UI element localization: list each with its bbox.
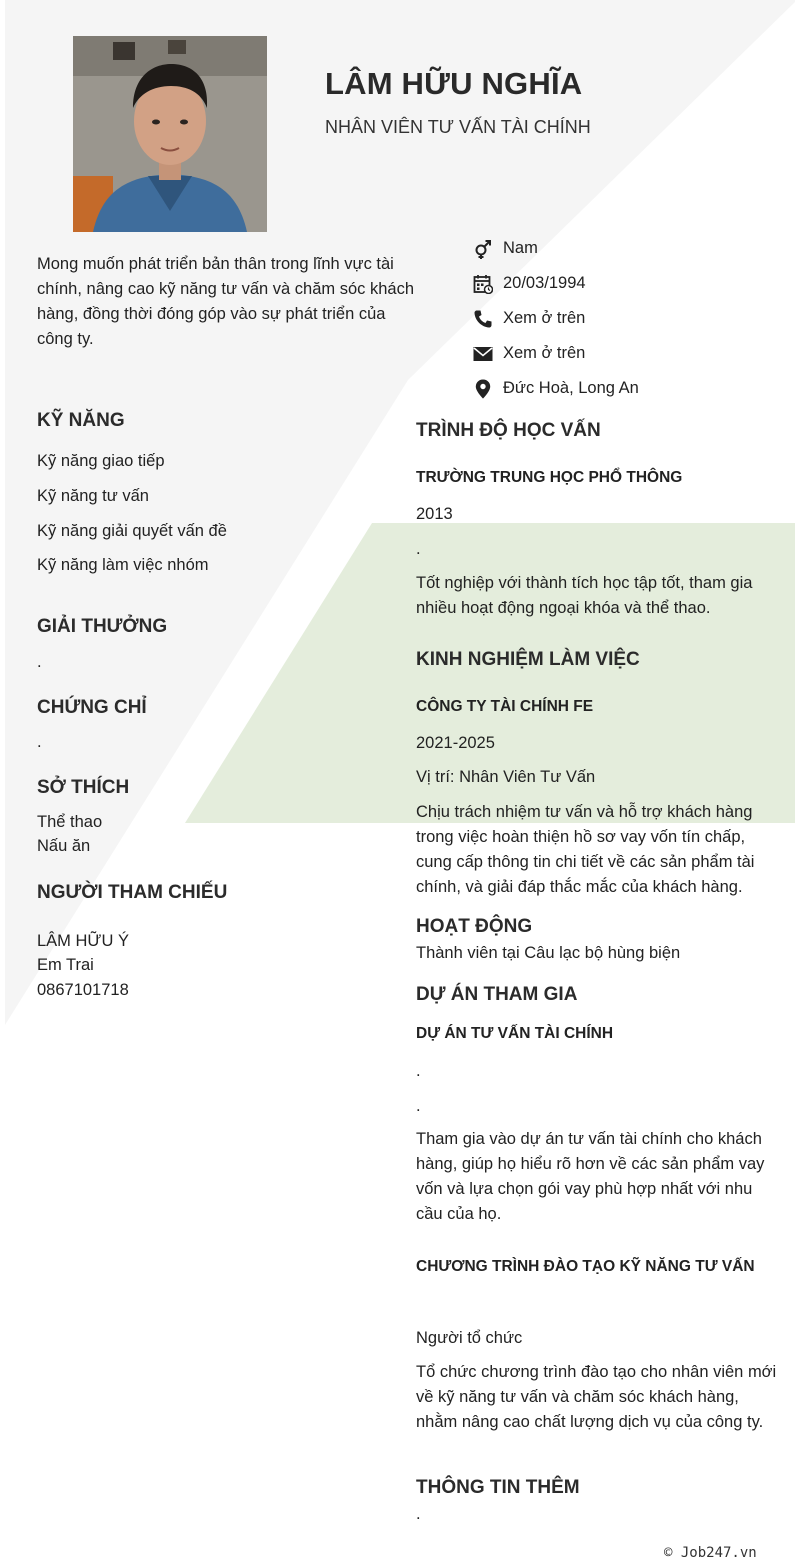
profile-photo [73, 36, 267, 232]
job-title: NHÂN VIÊN TƯ VẤN TÀI CHÍNH [325, 117, 591, 137]
reference-name: LÂM HỮU Ý [37, 932, 130, 950]
calendar-icon [472, 273, 494, 295]
experience-company: CÔNG TY TÀI CHÍNH FE [416, 698, 594, 715]
education-description: Tốt nghiệp với thành tích học tập tốt, tham gia nhiều hoạt động ngoại khóa và thể thao. [416, 574, 753, 617]
skills-heading: KỸ NĂNG [37, 410, 125, 431]
phone-icon [472, 308, 494, 330]
hobby-item: Thể thao [37, 813, 103, 831]
gender-row [472, 231, 639, 266]
footer-copyright: © Job247.vn [664, 1545, 757, 1561]
additional-info-heading: THÔNG TIN THÊM [416, 1477, 580, 1498]
candidate-name: LÂM HỮU NGHĨA [325, 66, 583, 101]
project-line: . [416, 1062, 421, 1080]
education-heading: TRÌNH ĐỘ HỌC VẤN [416, 420, 601, 441]
birthday-row [472, 266, 639, 301]
hobbies-heading: SỞ THÍCH [37, 777, 130, 798]
reference-relation: Em Trai [37, 956, 94, 974]
skill-item: Kỹ năng giao tiếp [37, 452, 165, 470]
experience-heading: KINH NGHIỆM LÀM VIỆC [416, 649, 640, 670]
activities-heading: HOẠT ĐỘNG [416, 916, 533, 937]
project-title: DỰ ÁN TƯ VẤN TÀI CHÍNH [416, 1025, 614, 1042]
skill-item: Kỹ năng tư vấn [37, 487, 149, 505]
phone-value: Xem ở trên [503, 309, 586, 327]
project-line: . [416, 1097, 421, 1115]
skill-item: Kỹ năng giải quyết vấn đề [37, 522, 227, 540]
birthday-value: 20/03/1994 [503, 274, 586, 292]
experience-period: 2021-2025 [416, 734, 495, 752]
skill-item: Kỹ năng làm việc nhóm [37, 556, 209, 574]
experience-description: Chịu trách nhiệm tư vấn và hỗ trợ khách hàng trong việc hoàn thiện hồ sơ vay vốn tín chấp, cung cấp thông tin chi tiết về các sản phẩm tài chính, và giải đáp thắc mắc của khách hàng. [416, 803, 755, 896]
activities-text: Thành viên tại Câu lạc bộ hùng biện [416, 944, 681, 962]
project-role: Người tổ chức [416, 1329, 523, 1347]
career-objective: Mong muốn phát triển bản thân trong lĩnh vực tài chính, nâng cao kỹ năng tư vấn và chăm sóc khách hàng, đồng thời đóng góp vào sự phát triển của công ty. [37, 255, 415, 348]
education-major: . [416, 540, 421, 558]
reference-phone: 0867101718 [37, 981, 129, 999]
additional-info-text: . [416, 1505, 421, 1523]
email-icon [472, 343, 494, 365]
references-heading: NGƯỜI THAM CHIẾU [37, 882, 228, 903]
awards-text: . [37, 653, 42, 671]
education-year: 2013 [416, 505, 453, 523]
awards-heading: GIẢI THƯỞNG [37, 616, 168, 637]
email-row [472, 336, 639, 371]
location-icon [472, 378, 494, 400]
gender-value: Nam [503, 239, 538, 257]
hobby-item: Nấu ăn [37, 837, 91, 855]
gender-icon [472, 238, 494, 260]
address-row [472, 371, 639, 406]
address-value: Đức Hoà, Long An [503, 379, 639, 397]
email-value: Xem ở trên [503, 344, 586, 362]
project-description: Tổ chức chương trình đào tạo cho nhân viên mới về kỹ năng tư vấn và chăm sóc khách hàng, nhằm nâng cao chất lượng dịch vụ của công ty. [416, 1363, 777, 1431]
education-school: TRƯỜNG TRUNG HỌC PHỔ THÔNG [416, 469, 683, 486]
experience-position: Vị trí: Nhân Viên Tư Vấn [416, 768, 596, 786]
certificates-text: . [37, 733, 42, 751]
personal-info-list [472, 231, 639, 406]
phone-row [472, 301, 639, 336]
project-description: Tham gia vào dự án tư vấn tài chính cho khách hàng, giúp họ hiểu rõ hơn về các sản phẩm vay vốn và lựa chọn gói vay phù hợp nhất với nhu cầu của họ. [416, 1130, 765, 1223]
projects-heading: DỰ ÁN THAM GIA [416, 984, 578, 1005]
project-title: CHƯƠNG TRÌNH ĐÀO TẠO KỸ NĂNG TƯ VẤN [416, 1258, 755, 1275]
certificates-heading: CHỨNG CHỈ [37, 697, 147, 718]
